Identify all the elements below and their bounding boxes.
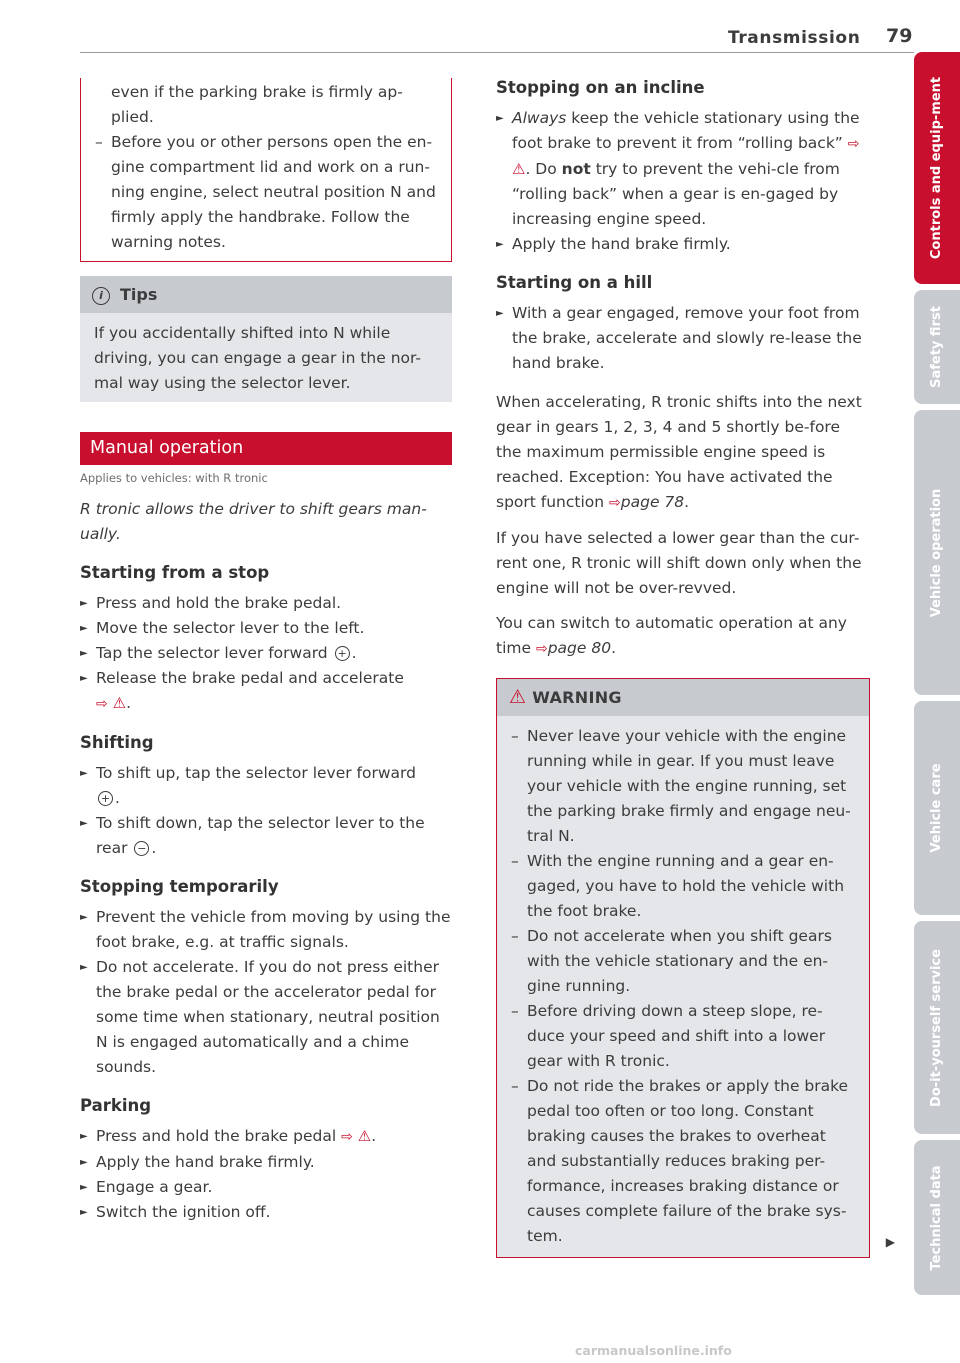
bullet-arrow-icon: ► bbox=[80, 912, 88, 923]
sidebar-tab-vehicle-operation[interactable]: Vehicle operation bbox=[914, 410, 960, 695]
list-item: ► With a gear engaged, remove your foot from the brake, accelerate and slowly re-lease the hand brake. bbox=[496, 301, 870, 376]
warning-continuation-item: – Before you or other persons open the en-gine compartment lid and work on a run-ning engine, select neutral position N and firmly apply the handbrake. Follow the warning notes. bbox=[95, 133, 436, 251]
paragraph: When accelerating, R tronic shifts into the next gear in gears 1, 2, 3, 4 and 5 shortly be-fore the maximum permissible engine speed is reached. Exception: You have activated the sport function ⇨page 78. bbox=[496, 393, 862, 511]
sidebar-tab-controls[interactable]: Controls and equip-ment bbox=[914, 52, 960, 284]
warning-continuation-text: even if the parking brake is firmly ap-plied. bbox=[111, 83, 403, 126]
bullet-arrow-icon: ► bbox=[80, 1131, 88, 1142]
warning-triangle-icon: ⚠ bbox=[512, 160, 526, 178]
bullet-arrow-icon: ► bbox=[496, 113, 504, 124]
sidebar-tab-vehicle-care[interactable]: Vehicle care bbox=[914, 701, 960, 915]
heading-parking: Parking bbox=[80, 1096, 152, 1115]
warning-item: – Before driving down a steep slope, re-duce your speed and shift into a lower gear with R tronic. bbox=[511, 1002, 826, 1070]
heading-starting-from-stop: Starting from a stop bbox=[80, 563, 270, 582]
list-item: ► Apply the hand brake firmly. bbox=[80, 1150, 452, 1175]
heading-stopping-temporarily: Stopping temporarily bbox=[80, 877, 279, 896]
right-column bbox=[496, 72, 895, 1258]
warning-triangle-icon: ⚠ bbox=[357, 1127, 372, 1145]
reference-arrow-icon: ⇨ bbox=[847, 136, 860, 152]
list-item: ► Release the brake pedal and accelerate ⇨ ⚠. bbox=[80, 666, 452, 717]
tips-body: If you accidentally shifted into N while driving, you can engage a gear in the nor-mal way using the selector lever. bbox=[80, 313, 452, 402]
sidebar-tab-technical-data[interactable]: Technical data bbox=[914, 1140, 960, 1295]
list-item: ► Tap the selector lever forward + . bbox=[80, 641, 452, 666]
page-reference-link[interactable]: page 80 bbox=[547, 639, 612, 657]
header-rule bbox=[80, 52, 914, 53]
left-column bbox=[80, 78, 452, 1225]
tips-header: i Tips bbox=[80, 276, 452, 313]
bullet-arrow-icon: ► bbox=[80, 818, 88, 829]
plus-circle-icon: + bbox=[98, 791, 113, 806]
reference-arrow-icon: ⇨ bbox=[609, 495, 621, 511]
info-icon: i bbox=[92, 287, 110, 305]
bullet-arrow-icon: ► bbox=[80, 1207, 88, 1218]
list-item: ► Engage a gear. bbox=[80, 1175, 452, 1200]
sidebar-tab-do-it-yourself[interactable]: Do-it-yourself service bbox=[914, 921, 960, 1134]
warning-continuation-box bbox=[80, 78, 452, 262]
minus-circle-icon: − bbox=[134, 841, 149, 856]
list-stopping bbox=[80, 905, 452, 1080]
list-item: ► Switch the ignition off. bbox=[80, 1200, 452, 1225]
warning-box bbox=[496, 678, 895, 1258]
bullet-arrow-icon: ► bbox=[496, 308, 504, 319]
warning-body bbox=[497, 716, 869, 1257]
bullet-arrow-icon: ► bbox=[80, 768, 88, 779]
list-item: ► Do not accelerate. If you do not press either the brake pedal or the accelerator pedal for some time when stationary, neutral position N is engaged automatically and a chime sounds. bbox=[80, 955, 452, 1080]
heading-shifting: Shifting bbox=[80, 733, 154, 752]
list-item: ► Apply the hand brake firmly. bbox=[496, 232, 870, 257]
bullet-arrow-icon: ► bbox=[80, 1182, 88, 1193]
list-item: ► To shift up, tap the selector lever forward + . bbox=[80, 761, 452, 811]
warning-triangle-icon: ⚠ bbox=[509, 686, 527, 708]
bullet-arrow-icon: ► bbox=[80, 673, 88, 684]
bullet-arrow-icon: ► bbox=[80, 623, 88, 634]
warning-item: – With the engine running and a gear en-gaged, you have to hold the vehicle with the foot brake. bbox=[511, 852, 845, 920]
list-shifting bbox=[80, 761, 452, 861]
paragraph: You can switch to automatic operation at any time ⇨page 80. bbox=[496, 614, 847, 657]
sidebar-tab-safety[interactable]: Safety first bbox=[914, 290, 960, 404]
tips-box bbox=[80, 276, 452, 402]
continued-arrow-icon: ▶ bbox=[885, 1235, 895, 1249]
list-item: ► Always keep the vehicle stationary using the foot brake to prevent it from “rolling back” ⇨ ⚠. Do not try to prevent the vehi-cle from “rolling back” when a gear is en-gaged by increasing engine speed. bbox=[496, 106, 870, 232]
list-incline bbox=[496, 106, 870, 257]
bullet-arrow-icon: ► bbox=[80, 598, 88, 609]
list-item: ► Prevent the vehicle from moving by using the foot brake, e.g. at traffic signals. bbox=[80, 905, 452, 955]
warning-item: – Never leave your vehicle with the engine running while in gear. If you must leave your vehicle with the engine running, set the parking brake firmly and engage neu-tral N. bbox=[511, 727, 851, 845]
bullet-arrow-icon: ► bbox=[80, 962, 88, 973]
warning-triangle-icon: ⚠ bbox=[112, 694, 127, 712]
watermark: carmanualsonline.info bbox=[575, 1343, 732, 1358]
paragraph: If you have selected a lower gear than the cur-rent one, R tronic will shift down only when the engine will not be over-revved. bbox=[496, 529, 862, 597]
list-item: ► Press and hold the brake pedal. bbox=[80, 591, 452, 616]
warning-item: – Do not accelerate when you shift gears with the vehicle stationary and the en-gine running. bbox=[511, 927, 832, 995]
heading-stopping-incline: Stopping on an incline bbox=[496, 78, 705, 97]
reference-arrow-icon: ⇨ bbox=[341, 1129, 353, 1145]
warning-item: – Do not ride the brakes or apply the brake pedal too often or too long. Constant braking causes the brakes to overheat and substantially reduces braking per-formance, increases braking distance or causes complete failure of the brake sys-tem. bbox=[511, 1077, 849, 1245]
page-number: 79 bbox=[886, 25, 913, 47]
section-intro: R tronic allows the driver to shift gears man-ually. bbox=[80, 500, 427, 543]
page-reference-link[interactable]: page 78 bbox=[620, 493, 685, 511]
plus-circle-icon: + bbox=[335, 646, 350, 661]
bullet-arrow-icon: ► bbox=[80, 648, 88, 659]
page-title: Transmission bbox=[728, 28, 861, 48]
list-hill bbox=[496, 301, 870, 376]
bullet-arrow-icon: ► bbox=[496, 239, 504, 250]
applies-to: Applies to vehicles: with R tronic bbox=[80, 471, 268, 485]
reference-arrow-icon: ⇨ bbox=[96, 696, 108, 712]
list-item: ► To shift down, tap the selector lever to the rear − . bbox=[80, 811, 452, 861]
list-starting-from-stop bbox=[80, 591, 452, 717]
list-item: ► Press and hold the brake pedal ⇨ ⚠. bbox=[80, 1124, 452, 1150]
warning-header: ⚠ WARNING bbox=[497, 679, 869, 716]
bullet-arrow-icon: ► bbox=[80, 1157, 88, 1168]
list-item: ► Move the selector lever to the left. bbox=[80, 616, 452, 641]
heading-starting-hill: Starting on a hill bbox=[496, 273, 653, 292]
list-parking bbox=[80, 1124, 452, 1225]
section-title: Manual operation bbox=[80, 432, 452, 465]
reference-arrow-icon: ⇨ bbox=[535, 641, 548, 657]
